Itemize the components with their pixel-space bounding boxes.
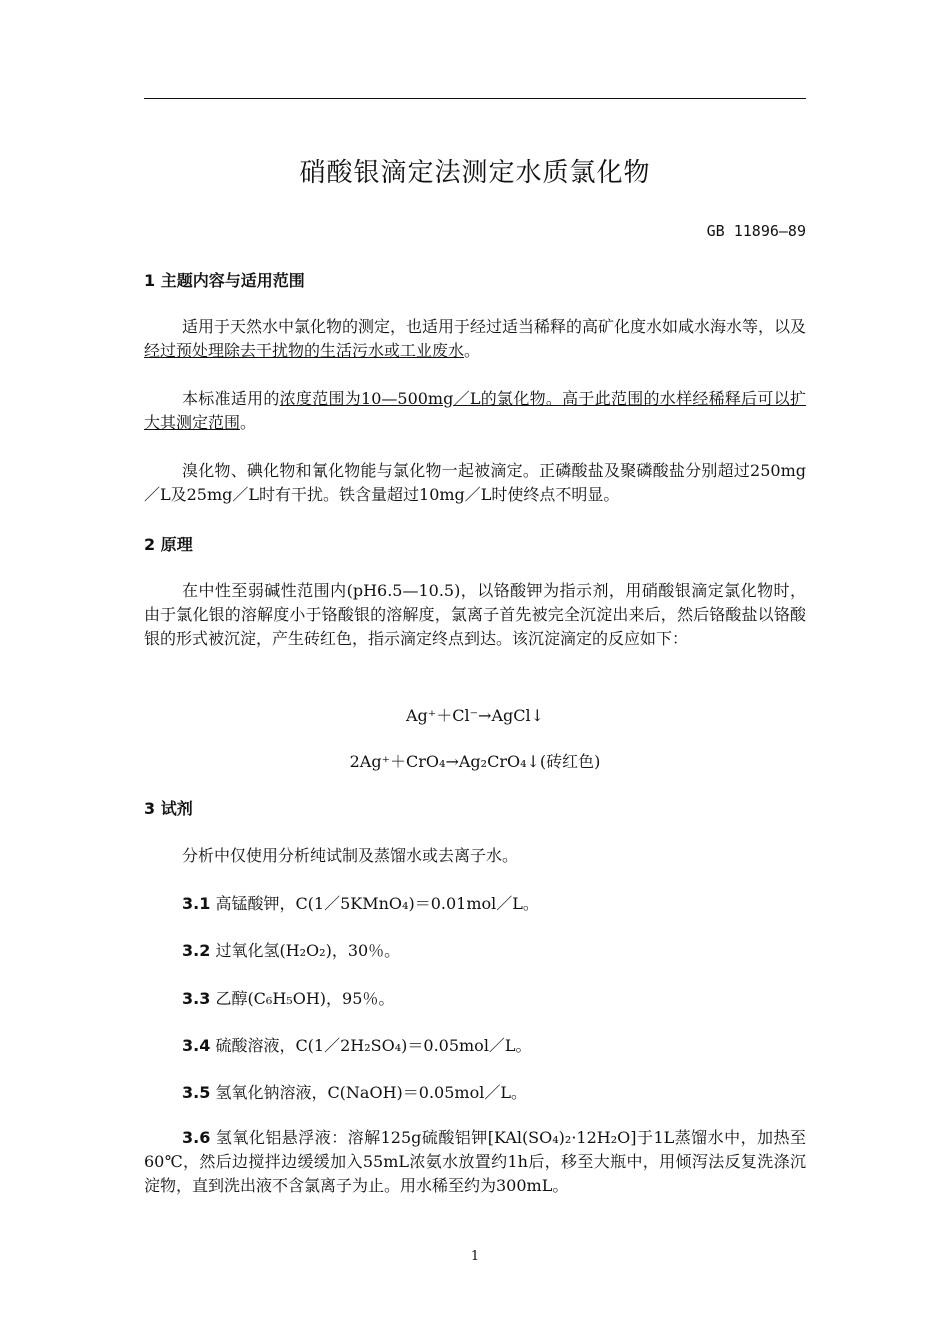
document-title: 硝酸银滴定法测定水质氯化物 [299, 158, 651, 188]
reagent-item [182, 1080, 527, 1103]
section-2-paragraph: 在中性至弱碱性范围内(pH6.5—10.5)，以铬酸钾为指示剂，用硝酸银滴定氯化物时，由于氯化银的溶解度小于铬酸银的溶解度，氯离子首先被完全沉淀出来后，然后铬酸盐以铬酸银的形式被沉淀，产生砖红色，指示滴定终点到达。该沉淀滴定的反应如下： [144, 581, 806, 648]
header-rule [144, 98, 806, 99]
item-number: 3.4 [182, 1036, 211, 1055]
item-text: 乙醇(C₆H₅OH)，95％。 [215, 989, 395, 1008]
reagent-item-paragraph [144, 1126, 806, 1198]
item-number: 3.2 [182, 941, 211, 960]
underlined-text: 浓度范围为10—500mg／L的氯化物。高于此范围的水样经稀释后可以扩大其测定范围 [144, 389, 806, 432]
section-1-heading: 1 主题内容与适用范围 [144, 271, 305, 290]
item-text: 氢氧化钠溶液，C(NaOH)＝0.05mol／L。 [215, 1083, 527, 1102]
item-number: 3.6 [182, 1128, 211, 1147]
item-text: 硫酸溶液，C(1／2H₂SO₄)＝0.05mol／L。 [215, 1036, 532, 1055]
item-number: 3.3 [182, 989, 211, 1008]
item-number: 3.5 [182, 1083, 211, 1102]
item-text: 氢氧化铝悬浮液：溶解125g硫酸铝钾[KAl(SO₄)₂·12H₂O]于1L蒸馏水中，加热至60℃，然后边搅拌边缓缓加入55mL浓氨水放置约1h后，移至大瓶中，用倾泻法反复洗涤沉淀物，直到洗出液不含氯离子为止。用水稀至约为300mL。 [144, 1128, 806, 1195]
standard-number: GB 11896—89 [706, 222, 806, 240]
item-text: 高锰酸钾，C(1／5KMnO₄)＝0.01mol／L。 [215, 894, 539, 913]
page-number: 1 [470, 1249, 480, 1264]
section-1-paragraph-3: 溴化物、碘化物和氰化物能与氯化物一起被滴定。正磷酸盐及聚磷酸盐分别超过250mg／L及25mg／L时有干扰。铁含量超过10mg／L时使终点不明显。 [144, 461, 806, 504]
underlined-text: 经过预处理除去干扰物的生活污水或工业废水 [144, 341, 465, 360]
text: 。 [240, 413, 257, 432]
reagent-item [182, 1033, 532, 1056]
equation-2: 2Ag⁺＋CrO₄→Ag₂CrO₄↓(砖红色) [349, 752, 601, 771]
section-1-paragraph-1 [144, 315, 806, 363]
text: 本标准适用的 [182, 389, 280, 408]
reagent-item [182, 891, 539, 914]
section-3-heading: 3 试剂 [144, 799, 193, 818]
section-3-intro: 分析中仅使用分析纯试制及蒸馏水或去离子水。 [182, 846, 519, 865]
reagent-item [182, 986, 394, 1009]
section-1-paragraph-2 [144, 387, 806, 435]
text: 适用于天然水中氯化物的测定，也适用于经过适当稀释的高矿化度水如咸水海水等，以及 [182, 317, 807, 336]
item-number: 3.1 [182, 894, 211, 913]
equation-1: Ag⁺＋Cl⁻→AgCl↓ [405, 706, 545, 725]
reagent-item [182, 938, 400, 961]
text: 。 [464, 341, 481, 360]
section-2-heading: 2 原理 [144, 535, 193, 554]
item-text: 过氧化氢(H₂O₂)，30％。 [215, 941, 401, 960]
